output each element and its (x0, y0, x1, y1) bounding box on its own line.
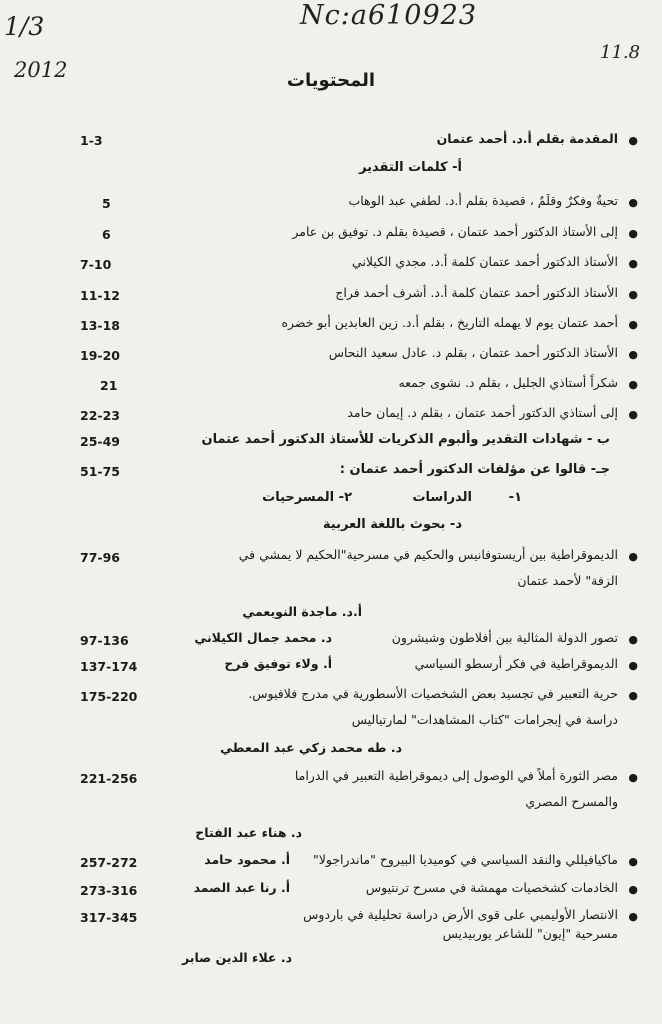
entry-text: إلى الأستاذ الدكتور أحمد عتمان ، قصيدة بقلم د. توفيق بن عامر (292, 224, 618, 239)
handwritten-reference: Nc:a610923 (300, 0, 478, 31)
entry-text: الديموقراطية بين أريستوفانيس والحكيم في مسرحية"الحكيم لا يمشي في (238, 547, 618, 562)
entry-text: ماكيافيللي والنقد السياسي في كوميديا البيروح "ماندراجولا" (312, 852, 618, 867)
section-c-pages: 51-75 (80, 464, 120, 479)
bullet-icon: ● (628, 227, 638, 240)
section-c-sub-1-number: ١- (508, 490, 522, 505)
entry-text-continued: والمسرح المصري (525, 794, 618, 809)
bullet-icon: ● (628, 633, 638, 646)
entry-author: أ. ولاء توفيق فرح (224, 656, 332, 671)
entry-text-continued: مسرحية "إيون" للشاعر يوربيديس (442, 926, 618, 941)
entry-text-continued: الزفة" لأحمد عتمان (517, 573, 618, 588)
bullet-icon: ● (628, 689, 638, 702)
entry-text: الأستاذ الدكتور أحمد عتمان كلمة أ.د. أشرف أحمد فراج (335, 285, 618, 300)
section-d-heading: د- بحوث باللغة العربية (322, 517, 462, 532)
bullet-icon: ● (628, 910, 638, 923)
section-b-heading: ب - شهادات التقدير وألبوم الذكريات للأستاذ الدكتور أحمد عتمان (201, 432, 610, 447)
entry-text: الأستاذ الدكتور أحمد عتمان كلمة أ.د. مجدي الكيلاني (352, 254, 618, 269)
entry-text-continued: دراسة في إبجرامات "كتاب المشاهدات" لمارتياليس (351, 712, 618, 727)
entry-pages: 317-345 (80, 910, 138, 925)
entry-text: حرية التعبير في تجسيد بعض الشخصيات الأسطورية في مدرج فلافيوس. (248, 686, 618, 701)
entry-pages: 21 (100, 378, 118, 393)
entry-author: د. هناء عبد الفتاح (195, 825, 302, 840)
section-a-heading: أ- كلمات التقدير (359, 160, 462, 175)
entry-pages: 221-256 (80, 771, 138, 786)
entry-pages: 11-12 (80, 288, 120, 303)
entry-author: د. علاء الدين صابر (181, 950, 292, 965)
entry-pages: 6 (102, 227, 111, 242)
entry-text: شكراً أستاذي الجليل ، بقلم د. نشوى جمعه (398, 375, 618, 390)
bullet-icon: ● (628, 134, 638, 147)
entry-author: د. محمد جمال الكيلاني (194, 630, 332, 645)
section-c-heading: جـ- قالوا عن مؤلفات الدكتور أحمد عتمان : (339, 462, 610, 477)
bullet-icon: ● (628, 855, 638, 868)
entry-author: أ. محمود حامد (204, 852, 290, 867)
handwritten-year: 2012 (14, 58, 68, 82)
bullet-icon: ● (628, 257, 638, 270)
section-b-pages: 25-49 (80, 434, 120, 449)
handwritten-number: 11.8 (600, 42, 641, 63)
bullet-icon: ● (628, 196, 638, 209)
bullet-icon: ● (628, 550, 638, 563)
entry-pages: 77-96 (80, 550, 120, 565)
entry-pages: 22-23 (80, 408, 120, 423)
entry-pages: 175-220 (80, 689, 138, 704)
section-c-sub-1: الدراسات (412, 490, 472, 505)
entry-pages: 7-10 (80, 257, 112, 272)
entry-text: مصر الثورة أملاً في الوصول إلى ديموقراطية التعبير في الدراما (294, 768, 618, 783)
entry-text: المقدمة بقلم أ.د. أحمد عتمان (436, 131, 618, 146)
entry-author: أ.د. ماجدة النويعمي (242, 604, 362, 619)
entry-text: الأستاذ الدكتور أحمد عتمان ، بقلم د. عادل سعيد النحاس (328, 345, 618, 360)
bullet-icon: ● (628, 318, 638, 331)
entry-pages: 97-136 (80, 633, 129, 648)
entry-pages: 5 (102, 196, 111, 211)
section-c-sub-2: ٢- المسرحيات (262, 490, 352, 505)
entry-pages: 257-272 (80, 855, 138, 870)
entry-pages: 137-174 (80, 659, 138, 674)
entry-text: أحمد عتمان يوم لا يهمله التاريخ ، بقلم أ.د. زين العابدين أبو خضره (281, 315, 618, 330)
entry-pages: 13-18 (80, 318, 120, 333)
bullet-icon: ● (628, 883, 638, 896)
bullet-icon: ● (628, 288, 638, 301)
entry-text: الديموقراطية في فكر أرسطو السياسي (414, 656, 618, 671)
entry-author: أ. رنا عبد الصمد (193, 880, 290, 895)
entry-text: تصور الدولة المثالية بين أفلاطون وشيشرون (391, 630, 618, 645)
bullet-icon: ● (628, 659, 638, 672)
entry-text: الانتصار الأوليمبي على قوى الأرض دراسة تحليلية في باردوس (303, 907, 618, 922)
entry-text: تحيةٌ وفكرٌ وقلَمٌ ، قصيدة بقلم أ.د. لطفي عبد الوهاب (348, 193, 618, 208)
handwritten-fold-mark: 1/3 (4, 12, 45, 41)
page-title: المحتويات (286, 70, 376, 91)
bullet-icon: ● (628, 408, 638, 421)
entry-text: الخادمات كشخصيات مهمشة في مسرح ترنتيوس (365, 880, 618, 895)
entry-pages: 19-20 (80, 348, 120, 363)
entry-author: د. طه محمد زكي عبد المعطي (220, 740, 402, 755)
bullet-icon: ● (628, 771, 638, 784)
entry-text: إلى أستاذي الدكتور أحمد عتمان ، بقلم د. إيمان حامد (347, 405, 618, 420)
entry-pages: 273-316 (80, 883, 138, 898)
bullet-icon: ● (628, 378, 638, 391)
bullet-icon: ● (628, 348, 638, 361)
entry-pages: 1-3 (80, 133, 103, 148)
